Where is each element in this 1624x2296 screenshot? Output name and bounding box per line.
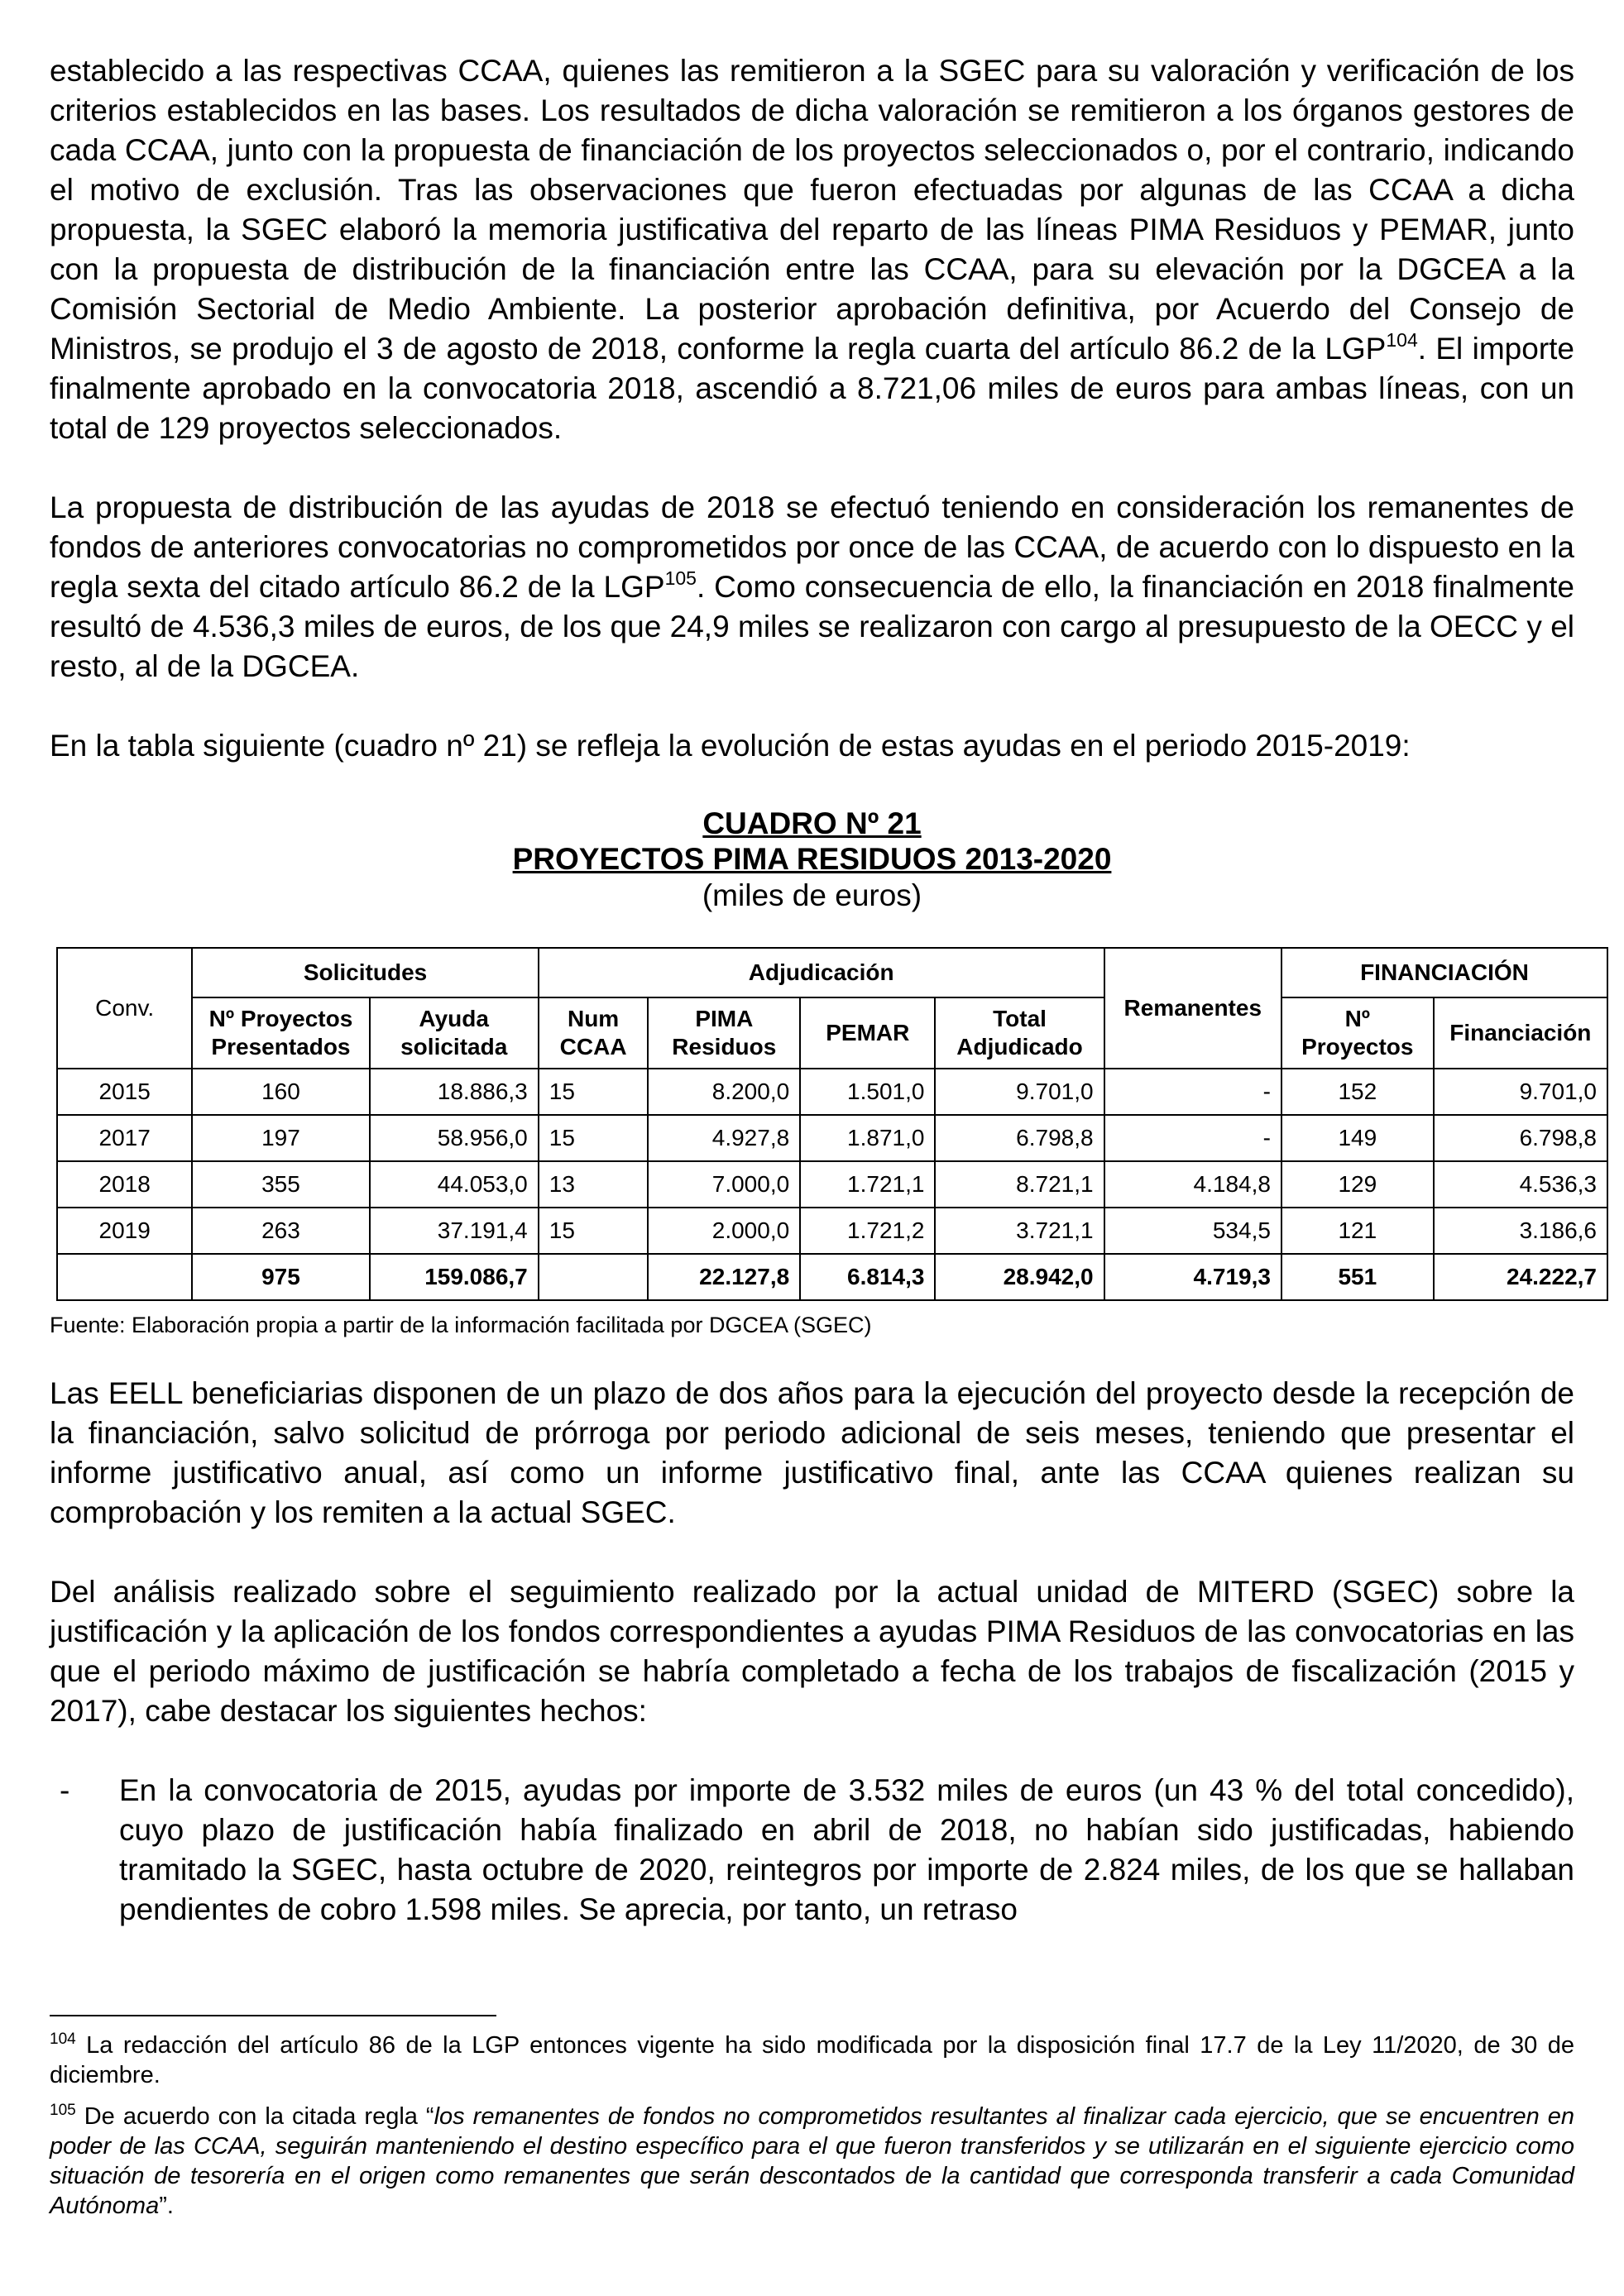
table-title-number: CUADRO Nº 21: [702, 806, 922, 840]
cell-pemar: 1.721,2: [800, 1208, 935, 1254]
cell-pima: 4.927,8: [648, 1115, 800, 1161]
column-header-total-adjudicado: [935, 997, 1104, 1069]
cell-proyectos: 129: [1281, 1161, 1434, 1208]
cell-remanentes: -: [1104, 1069, 1281, 1115]
cell-ccaa: [539, 1254, 649, 1300]
cell-ccaa: 15: [539, 1208, 649, 1254]
table-source: Fuente: Elaboración propia a partir de la información facilitada por DGCEA (SGEC): [50, 1313, 872, 1337]
header-line: Proyectos: [1301, 1034, 1414, 1060]
cell-financiacion: 24.222,7: [1434, 1254, 1607, 1300]
cell-conv: 2015: [57, 1069, 192, 1115]
header-line: PIMA: [695, 1006, 754, 1031]
header-line: Num: [567, 1006, 620, 1031]
column-header-ayuda-solicitada: [370, 997, 539, 1069]
cell-ayuda: 159.086,7: [370, 1254, 539, 1300]
column-header-remanentes: Remanentes: [1104, 948, 1281, 1069]
header-line: Nº Proyectos: [208, 1006, 353, 1031]
cell-proyectos: 152: [1281, 1069, 1434, 1115]
cell-proyectos: 149: [1281, 1115, 1434, 1161]
table-title-name: PROYECTOS PIMA RESIDUOS 2013-2020: [512, 842, 1112, 876]
paragraph-text: establecido a las respectivas CCAA, quienes las remitieron a la SGEC para su valoración y verificación de los criterios establecidos en las bases. Los resultados de dicha valoración se remitieron a los órganos gestores de cada CCAA, junto con la propuesta de financiación de los proyectos seleccionados o, por el contrario, indicando el motivo de exclusión. Tras las observaciones que fueron efectuadas por algunas de las CCAA a dicha propuesta, la SGEC elaboró la memoria justificativa del reparto de las líneas PIMA Residuos y PEMAR, junto con la propuesta de distribución de la financiación entre las CCAA, para su elevación por la DGCEA a la Comisión Sectorial de Medio Ambiente. La posterior aprobación definitiva, por Acuerdo del Consejo de Ministros, se produjo el 3 de agosto de 2018, conforme la regla cuarta del artículo 86.2 de la LGP: [50, 54, 1574, 366]
cell-ayuda: 44.053,0: [370, 1161, 539, 1208]
header-line: Total: [993, 1006, 1047, 1031]
cell-proyectos: 121: [1281, 1208, 1434, 1254]
table-title: [50, 806, 1574, 914]
column-header-proyectos-presentados: [192, 997, 369, 1069]
footnote-text: La redacción del artículo 86 de la LGP entonces vigente ha sido modificada por la disposición final 17.7 de la Ley 11/2020, de 30 de diciembre.: [50, 2032, 1574, 2088]
cell-financiacion: 3.186,6: [1434, 1208, 1607, 1254]
cell-ayuda: 18.886,3: [370, 1069, 539, 1115]
paragraph-plazo: Las EELL beneficiarias disponen de un plazo de dos años para la ejecución del proyecto desde la recepción de la financiación, salvo solicitud de prórroga por periodo adicional de seis meses, teniendo que presentar el informe justificativo anual, así como un informe justificativo final, ante las CCAA quienes realizan su comprobación y los remiten a la actual SGEC.: [50, 1376, 1574, 1529]
cell-total: 6.798,8: [935, 1115, 1104, 1161]
header-line: Ayuda: [419, 1006, 489, 1031]
column-header-conv: Conv.: [57, 948, 192, 1069]
paragraph-intro-tabla: En la tabla siguiente (cuadro nº 21) se refleja la evolución de estas ayudas en el periodo 2015-2019:: [50, 729, 1411, 763]
cell-conv: 2018: [57, 1161, 192, 1208]
column-header-pemar: PEMAR: [800, 997, 935, 1069]
table-row: [57, 1161, 1607, 1208]
table-row: [57, 1115, 1607, 1161]
cell-pemar: 6.814,3: [800, 1254, 935, 1300]
cell-financiacion: 6.798,8: [1434, 1115, 1607, 1161]
footnote-divider: [50, 2015, 496, 2016]
cell-total: 28.942,0: [935, 1254, 1104, 1300]
column-header-pima-residuos: [648, 997, 800, 1069]
cell-total: 8.721,1: [935, 1161, 1104, 1208]
cell-ayuda: 58.956,0: [370, 1115, 539, 1161]
footnote-ref-105[interactable]: 105: [664, 567, 697, 589]
column-header-financiacion: Financiación: [1434, 997, 1607, 1069]
footnote-number: 104: [50, 2031, 76, 2048]
header-line: solicitada: [400, 1034, 508, 1060]
cell-remanentes: 4.184,8: [1104, 1161, 1281, 1208]
cell-pima: 2.000,0: [648, 1208, 800, 1254]
paragraph-distribucion: [50, 488, 1574, 686]
cell-pima: 7.000,0: [648, 1161, 800, 1208]
paragraph-text: . El importe finalmente aprobado en la convocatoria 2018, ascendió a 8.721,06 miles de euros para ambas líneas, con un total de 129 proyectos seleccionados.: [50, 332, 1574, 445]
table-title-units: (miles de euros): [702, 878, 922, 912]
list-item: [50, 1771, 1574, 1930]
footnote-quote: los remanentes de fondos no comprometidos resultantes al finalizar cada ejercicio, que se encuentren en poder de las CCAA, seguirán manteniendo el destino específico para el que fueron transferidos y se utilizarán en el siguiente ejercicio como situación de tesorería en el origen como remanentes que serán descontados de la cantidad que corresponda transferir a cada Comunidad Autónoma: [50, 2103, 1574, 2219]
cell-remanentes: 4.719,3: [1104, 1254, 1281, 1300]
cell-financiacion: 9.701,0: [1434, 1069, 1607, 1115]
cell-pima: 22.127,8: [648, 1254, 800, 1300]
paragraph-text: . Como consecuencia de ello, la financiación en 2018 finalmente resultó de 4.536,3 miles de euros, de los que 24,9 miles se realizaron con cargo al presupuesto de la OECC y el resto, al de la DGCEA.: [50, 570, 1574, 683]
cell-ccaa: 15: [539, 1069, 649, 1115]
footnotes: [50, 2031, 1574, 2221]
footnote-text: ”.: [159, 2193, 174, 2219]
paragraph-aprobacion: [50, 51, 1574, 448]
footnote-number: 105: [50, 2102, 76, 2119]
cell-presentados: 355: [192, 1161, 369, 1208]
table-group-header-row: [57, 948, 1607, 997]
cell-presentados: 160: [192, 1069, 369, 1115]
footnote-text: De acuerdo con la citada regla “: [75, 2103, 434, 2130]
bullet-dash: -: [60, 1773, 70, 1807]
group-header-adjudicacion: Adjudicación: [539, 948, 1104, 997]
cell-ayuda: 37.191,4: [370, 1208, 539, 1254]
footnote-105: [50, 2102, 1574, 2221]
cell-ccaa: 15: [539, 1115, 649, 1161]
paragraph-analisis: Del análisis realizado sobre el seguimiento realizado por la actual unidad de MITERD (SGEC) sobre la justificación y la aplicación de los fondos correspondientes a ayudas PIMA Residuos de las convocatorias en las que el periodo máximo de justificación se habría completado a fecha de los trabajos de fiscalización (2015 y 2017), cabe destacar los siguientes hechos:: [50, 1575, 1574, 1728]
cell-conv: 2019: [57, 1208, 192, 1254]
cell-total: 3.721,1: [935, 1208, 1104, 1254]
footnote-104: [50, 2031, 1574, 2090]
table-column-header-row: [57, 997, 1607, 1069]
cell-conv: [57, 1254, 192, 1300]
cell-total: 9.701,0: [935, 1069, 1104, 1115]
cell-pemar: 1.871,0: [800, 1115, 935, 1161]
cell-financiacion: 4.536,3: [1434, 1161, 1607, 1208]
bullet-text: En la convocatoria de 2015, ayudas por importe de 3.532 miles de euros (un 43 % del total concedido), cuyo plazo de justificación había finalizado en abril de 2018, no habían sido justificadas, habiendo tramitado la SGEC, hasta octubre de 2020, reintegros por importe de 2.824 miles, de los que se hallaban pendientes de cobro 1.598 miles. Se aprecia, por tanto, un retraso: [119, 1773, 1574, 1926]
cuadro-21-table: [56, 947, 1608, 1301]
cell-presentados: 197: [192, 1115, 369, 1161]
cell-proyectos: 551: [1281, 1254, 1434, 1300]
paragraph-text: La propuesta de distribución de las ayudas de 2018 se efectuó teniendo en consideración los remanentes de fondos de anteriores convocatorias no comprometidos por once de las CCAA, de acuerdo con lo dispuesto en la regla sexta del citado artículo 86.2 de la LGP: [50, 490, 1574, 604]
cell-ccaa: 13: [539, 1161, 649, 1208]
cell-conv: 2017: [57, 1115, 192, 1161]
cell-pima: 8.200,0: [648, 1069, 800, 1115]
cell-pemar: 1.501,0: [800, 1069, 935, 1115]
cell-presentados: 975: [192, 1254, 369, 1300]
table-row: [57, 1069, 1607, 1115]
header-line: CCAA: [559, 1034, 627, 1060]
cell-pemar: 1.721,1: [800, 1161, 935, 1208]
header-line: Adjudicado: [956, 1034, 1083, 1060]
table-total-row: [57, 1254, 1607, 1300]
table-row: [57, 1208, 1607, 1254]
document-page: [50, 51, 1597, 1930]
column-header-num-ccaa: [539, 997, 649, 1069]
header-line: Residuos: [672, 1034, 777, 1060]
cell-remanentes: -: [1104, 1115, 1281, 1161]
cell-presentados: 263: [192, 1208, 369, 1254]
group-header-solicitudes: Solicitudes: [192, 948, 538, 997]
footnote-ref-104[interactable]: 104: [1386, 329, 1418, 351]
header-line: Presentados: [211, 1034, 351, 1060]
column-header-n-proyectos: [1281, 997, 1434, 1069]
cell-remanentes: 534,5: [1104, 1208, 1281, 1254]
group-header-financiacion: FINANCIACIÓN: [1281, 948, 1607, 997]
header-line: Nº: [1344, 1006, 1371, 1031]
